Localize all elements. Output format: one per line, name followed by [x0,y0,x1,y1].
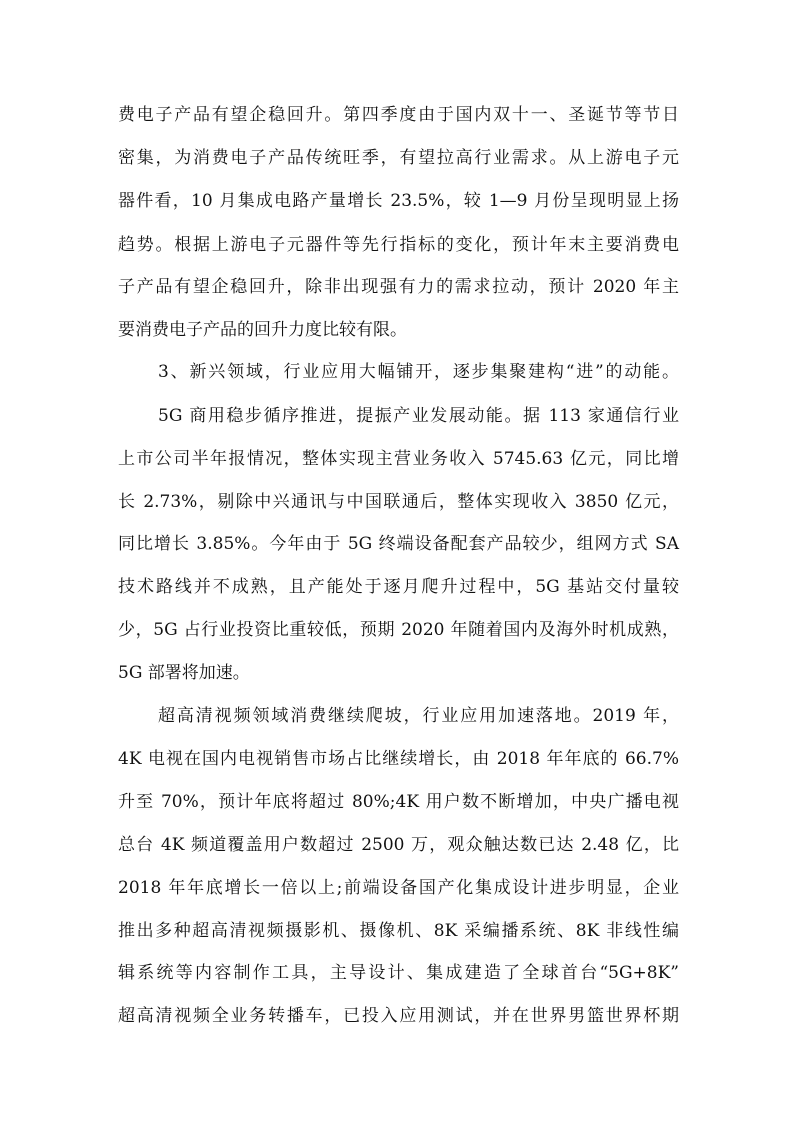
text-line-4: 趋势。根据上游电子元器件等先行指标的变化，预计年末主要消费电 [118,235,679,255]
section-heading: 3、新兴领域，行业应用大幅铺开，逐步集聚建构“进”的动能。 [158,362,679,382]
text-line-5: 子产品有望企稳回升，除非出现强有力的需求拉动，预计 2020 年主 [118,277,679,297]
text-line-6: 要消费电子产品的回升力度比较有限。 [118,320,407,340]
text-line-15: 超高清视频领域消费继续爬坡，行业应用加速落地。2019 年， [158,706,679,726]
text-line-18: 总台 4K 频道覆盖用户数超过 2500 万，观众触达数已达 2.48 亿，比 [118,835,679,855]
text-line-13: 少，5G 占行业投资比重较低，预期 2020 年随着国内及海外时机成熟， [118,620,679,640]
text-line-1: 费电子产品有望企稳回升。第四季度由于国内双十一、圣诞节等节日 [118,105,679,125]
text-line-16: 4K 电视在国内电视销售市场占比继续增长，由 2018 年年底的 66.7% [118,749,679,769]
text-line-22: 超高清视频全业务转播车，已投入应用测试，并在世界男篮世界杯期 [118,1006,679,1026]
text-line-3: 器件看，10 月集成电路产量增长 23.5%，较 1—9 月份呈现明显上扬 [118,191,679,211]
text-line-8: 5G 商用稳步循序推进，提振产业发展动能。据 113 家通信行业 [158,406,679,426]
text-line-19: 2018 年年底增长一倍以上;前端设备国产化集成设计进步明显，企业 [118,878,679,898]
text-line-20: 推出多种超高清视频摄影机、摄像机、8K 采编播系统、8K 非线性编 [118,921,679,941]
text-line-9: 上市公司半年报情况，整体实现主营业务收入 5745.63 亿元，同比增 [118,449,679,469]
text-line-10: 长 2.73%，剔除中兴通讯与中国联通后，整体实现收入 3850 亿元， [118,492,679,512]
text-line-17: 升至 70%，预计年底将超过 80%;4K 用户数不断增加，中央广播电视 [118,792,679,812]
text-line-12: 技术路线并不成熟，且产能处于逐月爬升过程中，5G 基站交付量较 [118,577,679,597]
text-line-21: 辑系统等内容制作工具，主导设计、集成建造了全球首台“5G+8K” [118,963,679,983]
text-line-11: 同比增长 3.85%。今年由于 5G 终端设备配套产品较少，组网方式 SA [118,534,679,554]
text-line-14: 5G 部署将加速。 [118,663,250,683]
text-line-2: 密集，为消费电子产品传统旺季，有望拉高行业需求。从上游电子元 [118,148,679,168]
